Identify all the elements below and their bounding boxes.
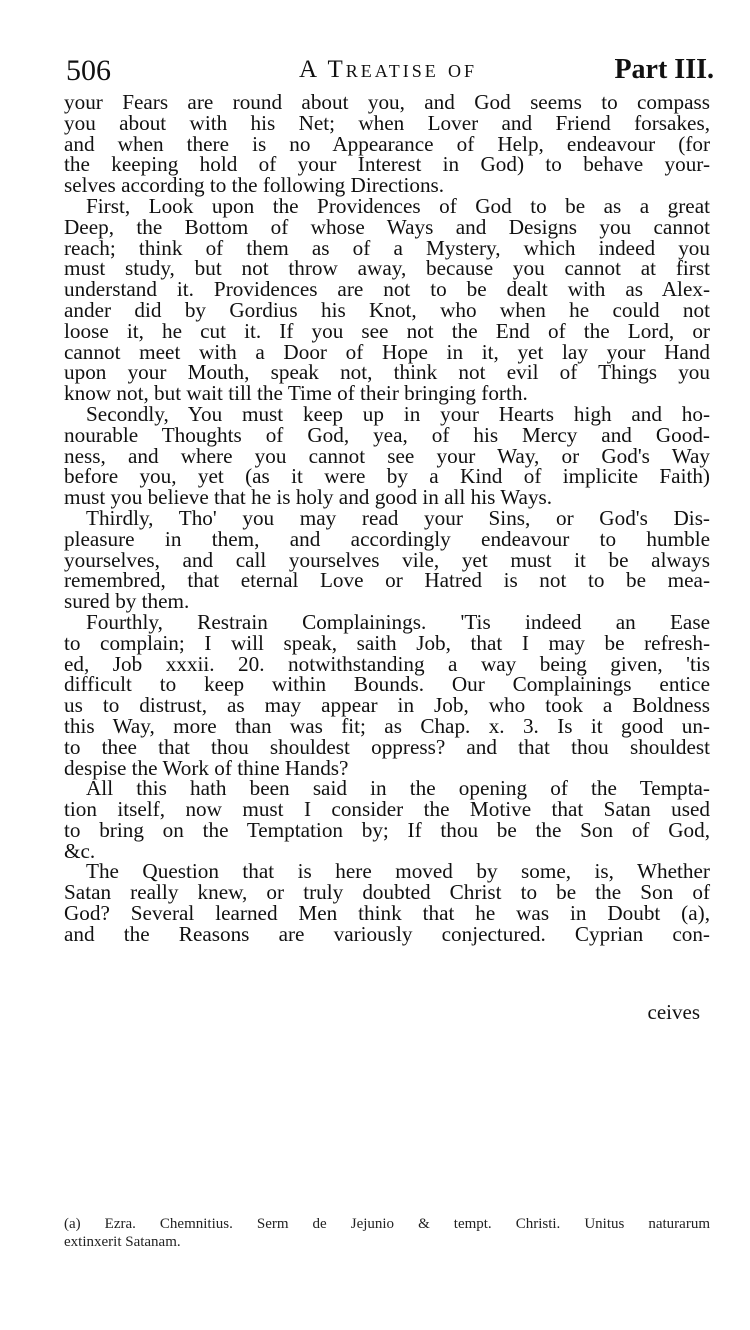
text-line: upon your Mouth, speak not, think not evil of Things you [64,360,710,385]
text-line: must you believe that he is holy and good in all his Ways. [64,485,553,510]
text-line: and when there is no Appearance of Help, endeavour (for [64,131,710,156]
text-line: difficult to keep within Bounds. Our Complainings entice [64,672,710,697]
text-line: God? Several learned Men think that he was in Doubt (a), [64,901,710,926]
footnote [64,1215,710,1251]
footnote-line: (a) Ezra. Chemnitius. Serm de Jejunio & tempt. Christi. Unitus naturarum [64,1216,710,1232]
text-line: loose it, he cut it. If you see not the End of the Lord, or [64,318,710,343]
text-line: Thirdly, Tho' you may read your Sins, or God's Dis- [86,505,710,530]
text-line: First, Look upon the Providences of God to be as a great [86,193,710,218]
text-line: to thee that thou shouldest oppress? and that thou shouldest [64,734,710,759]
text-line: nourable Thoughts of God, yea, of his Mercy and Good- [64,422,710,447]
text-line: ander did by Gordius his Knot, who when he could not [64,297,710,322]
text-line: to complain; I will speak, saith Job, that I may be refresh- [64,630,710,655]
text-line: tion itself, now must I consider the Motive that Satan used [64,797,710,822]
text-line: understand it. Providences are not to be dealt with as Alex- [64,277,710,302]
text-line: before you, yet (as it were by a Kind of implicite Faith) [64,464,710,489]
text-line: ed, Job xxxii. 20. notwithstanding a way being given, 'tis [64,651,710,676]
page-header [62,50,714,94]
text-line: you about with his Net; when Lover and Friend forsakes, [64,110,710,135]
text-line: know not, but wait till the Time of their bringing forth. [64,381,528,406]
text-line: pleasure in them, and accordingly endeavour to humble [64,526,710,551]
part-label: Part III. [614,54,714,85]
body-text [64,92,710,945]
page-number: 506 [66,54,111,87]
text-line: ness, and where you cannot see your Way, or God's Way [64,443,710,468]
text-line: Satan really knew, or truly doubted Christ to be the Son of [64,880,710,905]
text-line: yourselves, and call yourselves vile, yet must it be always [64,547,710,572]
text-line: must study, but not throw away, because you cannot at first [64,256,710,281]
text-line: Fourthly, Restrain Complainings. 'Tis indeed an Ease [86,609,710,634]
text-line: &c. [64,838,96,863]
text-line: reach; think of them as of a Mystery, which indeed you [64,235,710,260]
text-line: cannot meet with a Door of Hope in it, yet lay your Hand [64,339,710,364]
text-line: this Way, more than was fit; as Chap. x. 3. Is it good un- [64,713,710,738]
text-line: remembred, that eternal Love or Hatred is not to be mea- [64,568,710,593]
text-line: the keeping hold of your Interest in God) to behave your- [64,152,710,177]
text-line: All this hath been said in the opening of the Tempta- [86,776,710,801]
text-line: Secondly, You must keep up in your Hearts high and ho- [86,401,710,426]
text-line: sured by them. [64,589,190,614]
catchword: ceives [647,1000,700,1024]
text-line: despise the Work of thine Hands? [64,755,349,780]
footnote-line: extinxerit Satanam. [64,1234,181,1250]
text-line: and the Reasons are variously conjectured. Cyprian con- [64,921,710,946]
text-line: selves according to the following Directions. [64,173,445,198]
text-line: The Question that is here moved by some, is, Whether [86,859,710,884]
running-title: A Treatise of [298,56,477,83]
text-line: to bring on the Temptation by; If thou be the Son of God, [64,817,710,842]
text-line: your Fears are round about you, and God seems to compass [64,90,710,114]
text-line: us to distrust, as may appear in Job, who took a Boldness [64,693,710,718]
text-line: Deep, the Bottom of whose Ways and Designs you cannot [64,214,710,239]
